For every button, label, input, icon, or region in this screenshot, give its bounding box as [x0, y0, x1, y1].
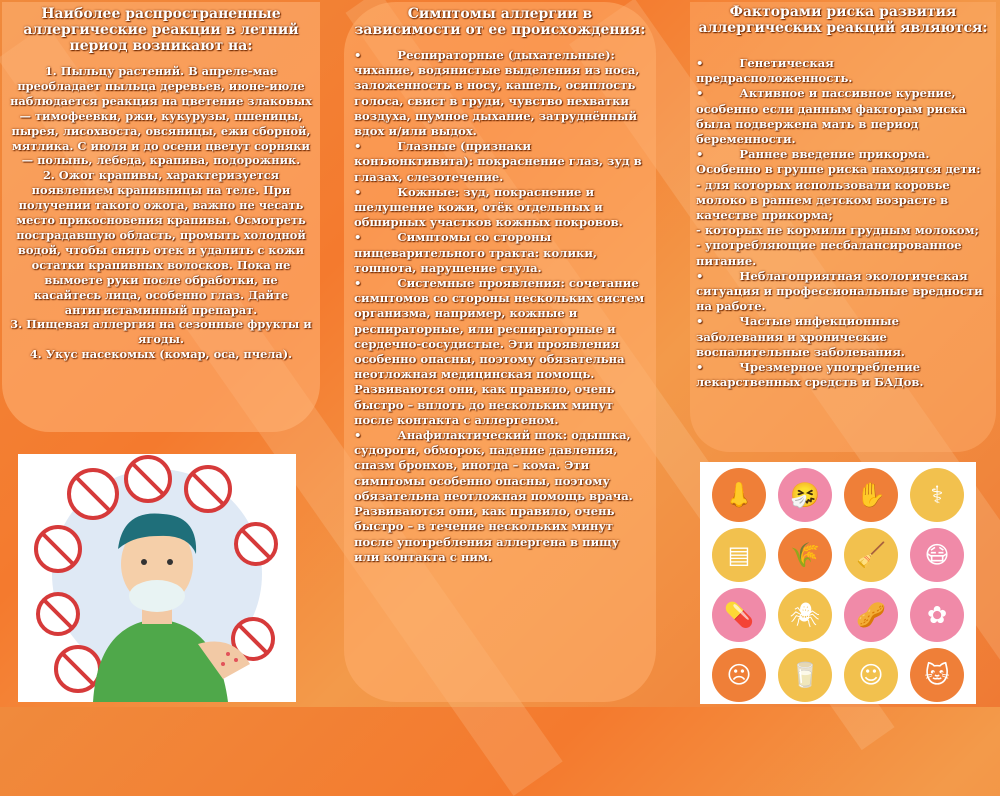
risk-factor-item [696, 223, 990, 238]
coughing-head-icon: ☹ [712, 648, 766, 702]
risk-factor-text: Чрезмерное употребление лекарственных средств и БАДов. [696, 360, 924, 390]
risk-factor-text: - которых не кормили грудным молоком; [696, 223, 979, 238]
dairy-icon: 🥛 [778, 648, 832, 702]
bullet-icon: • [354, 230, 362, 245]
wheat-icon: 🌾 [778, 528, 832, 582]
risk-factor-item [696, 360, 990, 390]
symptoms-title: Симптомы аллергии в зависимости от ее происхождения: [354, 6, 646, 38]
woman-sick-icon: ☺ [844, 648, 898, 702]
bullet-icon: • [696, 86, 704, 101]
risk-factor-item [696, 314, 990, 360]
risk-factors-text [696, 56, 990, 390]
symptom-item [354, 185, 646, 231]
risk-factors-title: Факторами риска развития аллергических реакций являются: [698, 4, 988, 36]
risk-factor-text: Частые инфекционные заболевания и хронические воспалительные заболевания. [696, 314, 905, 359]
risk-factor-item [696, 56, 990, 86]
sneezing-man-icon [18, 454, 296, 702]
risk-factor-text: Раннее введение прикорма. Особенно в группе риска находятся дети: [696, 147, 981, 177]
bullet-icon: • [696, 360, 704, 375]
risk-factors-panel [690, 2, 996, 452]
mask-person-icon: 😷 [910, 528, 964, 582]
sneezing-person-icon: 🤧 [778, 468, 832, 522]
common-reactions-title: Наиболее распространенные аллергические реакции в летний период возникают на: [23, 6, 299, 54]
symptoms-text [354, 48, 646, 565]
reaction-item: 1. Пыльцу растений. В апреле-мае преобладает пыльца деревьев, июне-июле наблюдается реакция на цветение злаковых — тимофеевки, ржи, кукурузы, пшеницы, пырея, лисохвоста, овсяницы, ежи сборной, мятлика. С июля и до осени цветут сорняки — полынь, лебеда, крапива, подорожник. [10, 64, 312, 168]
symptom-item [354, 428, 646, 565]
risk-factor-text: Активное и пассивное курение, особенно если данным факторам риска была подвержена мать в период беременности. [696, 86, 967, 147]
symptom-item [354, 48, 646, 139]
nose-icon: 👃 [712, 468, 766, 522]
allergen-icon-grid [700, 462, 976, 704]
bullet-icon: • [696, 314, 704, 329]
bullet-icon: • [696, 147, 704, 162]
risk-factor-item [696, 269, 990, 315]
risk-factor-text: - для которых использовали коровье молоко в раннем детском возрасте в качестве прикорма; [696, 177, 950, 223]
risk-factor-text: Неблагоприятная экологическая ситуация и профессиональные вредности на работе. [696, 268, 983, 314]
symptoms-panel [344, 2, 656, 702]
risk-factor-item [696, 86, 990, 147]
allergic-man-illustration [18, 454, 296, 702]
bullet-icon: • [696, 56, 704, 70]
symptom-text: Симптомы со стороны пищеварительного тракта: колики, тошнота, нарушение стула. [354, 230, 598, 275]
symptom-text: Кожные: зуд, покраснение и шелушение кожи, отёк отдельных и обширных участков кожных покровов. [354, 184, 623, 230]
dust-mite-icon: 🕷 [778, 588, 832, 642]
symptom-text: Анафилактический шок: одышка, судороги, обморок, падение давления, спазм бронхов, иногда – кома. Эти симптомы особенно опасны, поэтому обязательна неотложная помощь врача. Развиваются они, как правило, очень быстро – в течение нескольких минут после употребления аллергена в пищу или контакта с ним. [354, 428, 633, 564]
bullet-icon: • [354, 139, 362, 154]
symptom-item [354, 139, 646, 185]
cat-icon: 🐱 [910, 648, 964, 702]
bullet-icon: • [354, 428, 362, 443]
reaction-item: 4. Укус насекомых (комар, оса, пчела). [29, 347, 293, 362]
risk-factor-text: Генетическая предрасположенность. [696, 56, 853, 86]
flower-icon: ✿ [910, 588, 964, 642]
common-reactions-text [10, 64, 312, 362]
bullet-icon: • [354, 48, 362, 62]
common-reactions-panel [2, 2, 320, 432]
skin-rash-hand-icon: ✋ [844, 468, 898, 522]
bullet-icon: • [354, 276, 362, 291]
peanut-icon: 🥜 [844, 588, 898, 642]
broom-dust-icon: 🧹 [844, 528, 898, 582]
symptom-text: Системные проявления: сочетание симптомов со стороны нескольких систем организма, например, кожные и респираторные, или респираторные и сердечно-сосудистые. Эти проявления особенно опасны, поэтому обязательна неотложная медицинская помощь. Развиваются они, как правило, очень быстро – вплоть до нескольких минут после контакта с аллергеном. [354, 276, 645, 427]
symptom-text: Респираторные (дыхательные): чихание, водянистые выделения из носа, заложенность в носу, кашель, осиплость голоса, свист в груди, чувство нехватки воздуха, шумное дыхание, затруднённый вдох и/или выдох. [354, 48, 640, 139]
pills-icon: 💊 [712, 588, 766, 642]
bullet-icon: • [696, 268, 704, 283]
inhaler-icon: ⚕ [910, 468, 964, 522]
risk-factor-item [696, 178, 990, 224]
risk-factor-text: - употребляющие несбалансированное питание. [696, 238, 962, 268]
bullet-icon: • [354, 184, 362, 199]
symptom-item [354, 230, 646, 276]
tissue-box-icon: ▤ [712, 528, 766, 582]
risk-factor-item [696, 147, 990, 177]
risk-factor-item [696, 238, 990, 268]
symptom-text: Глазные (признаки конъюнктивита): покраснение глаз, зуд в глазах, слезотечение. [354, 139, 642, 184]
reaction-item: 2. Ожог крапивы, характеризуется появлением крапивницы на теле. При получении такого ожога, важно не чесать место прикосновения крапивы. Осмотреть пострадавшую область, промыть холодной водой, чтобы снять отек и удалить с кожи остатки крапивных волосков. Пока не вымоете руки после обработки, не касайтесь лица, особенно глаз. Дайте антигистаминный препарат. [16, 168, 306, 317]
symptom-item [354, 276, 646, 428]
reaction-item: 3. Пищевая аллергия на сезонные фрукты и ягоды. [10, 317, 312, 347]
